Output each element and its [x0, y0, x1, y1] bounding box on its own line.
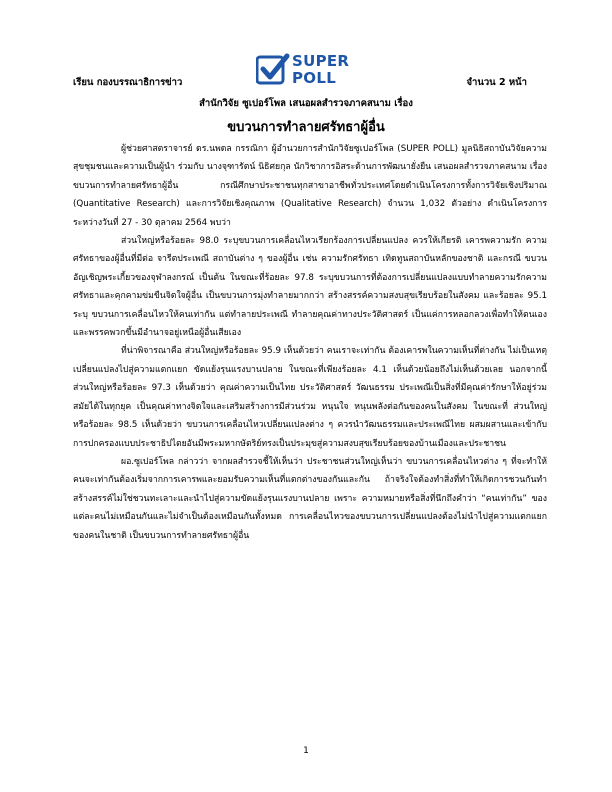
- paragraph: ผอ.ซูเปอร์โพล กล่าวว่า จากผลสำรวจชี้ให้เห็นว่า ประชาชนส่วนใหญ่เห็นว่า ขบวนการเคลื่อนไหวต่าง ๆ ที่จะทำให้คนจะเท่ากันต้องเริ่มจากการเคารพและยอมรับความเห็นที่แตกต่างของกันและกัน ถ้าจริงใจต้องทำสิ่งที่ทำให้เกิดการชวนกันทำสร้างสรรค์ไม่ใช่ชวนทะเลาะและนำไปสู่ความขัดแย้งรุนแรงบานปลาย เพราะ ความหมายหรือสิ่งที่นึกถึงคำว่า “คนเท่ากัน” ของแต่ละคนไม่เหมือนกันและไม่จำเป็นต้องเหมือนกันทั้งหมด การเคลื่อนไหวของขบวนการเปลี่ยนแปลงต้องไม่นำไปสู่ความแตกแยกของคนในชาติ เป็นขบวนการทำลายศรัทธาผู้อื่น: [73, 456, 547, 541]
- document-title: ขบวนการทำลายศรัทธาผู้อื่น: [227, 120, 385, 135]
- recipient-line: เรียน กองบรรณาธิการข่าว: [73, 77, 183, 88]
- checkmark-icon: [256, 53, 290, 85]
- document-subtitle: สำนักวิจัย ซูเปอร์โพล เสนอผลสำรวจภาคสนาม เรื่อง: [199, 98, 413, 109]
- paragraph: ที่น่าพิจารณาคือ ส่วนใหญ่หรือร้อยละ 95.9 เห็นด้วยว่า คนเราจะเท่ากัน ต้องเคารพในความเห็นที่ต่างกัน ไม่เป็นเหตุ เปลี่ยนแปลงไปสู่ความแตกแยก ขัดแย้งรุนแรงบานปลาย ในขณะที่เพียงร้อยละ 4.1 เห็นด้วยน้อยถึงไม่เห็นด้วยเลย นอกจากนี้ ส่วนใหญ่หรือร้อยละ 97.3 เห็นด้วยว่า คุณค่าความเป็นไทย ประวัติศาสตร์ วัฒนธรรม ประเพณีเป็นสิ่งที่มีคุณค่ารักษาให้อยู่ร่วมสมัยได้ในทุกยุค เป็นคุณค่าทางจิตใจและเสริมสร้างการมีส่วนร่วม หนุนใจ หนุนพลังต่อกันของคนในสังคม ในขณะที่ ส่วนใหญ่หรือร้อยละ 98.5 เห็นด้วยว่า ขบวนการเคลื่อนไหวเปลี่ยนแปลงต่าง ๆ ควรนำวัฒนธรรมและประเพณีไทย ผสมผสานและเข้ากับการปกครองแบบประชาธิปไตยอันมีพระมหากษัตริย์ทรงเป็นประมุขสู่ความสงบสุขเรียบร้อยของบ้านเมืองและประชาชน: [73, 346, 547, 449]
- page-count: จำนวน 2 หน้า: [466, 77, 527, 88]
- logo-text-super: SUPER: [292, 52, 350, 70]
- paragraph: ส่วนใหญ่หรือร้อยละ 98.0 ระบุขบวนการเคลื่อนไหวเรียกร้องการเปลี่ยนแปลง ควรให้เกียรติ เคารพความรัก ความศรัทธาของผู้อื่นที่มีต่อ จารีตประเพณี สถาบันต่าง ๆ ของผู้อื่น เช่น ความรักศรัทธา เทิดทูนสถาบันหลักของชาติ และกรณี ขบวนอัญเชิญพระเกี้ยวของจุฬาลงกรณ์ เป็นต้น ในขณะที่ร้อยละ 97.8 ระบุขบวนการที่ต้องการเปลี่ยนแปลงแบบทำลายความรักความศรัทธาและคุกคามข่มขืนจิตใจผู้อื่น เป็นขบวนการมุ่งทำลายมากกว่า สร้างสรรค์ความสงบสุขเรียบร้อยในสังคม และร้อยละ 95.1 ระบุ ขบวนการเคลื่อนไหวให้คนเท่ากัน แต่ทำลายประเพณี ทำลายคุณค่าทางประวัติศาสตร์ เป็นแค่การหลอกลวงเพื่อทำให้ตนเองและพรรคพวกขึ้นมีอำนาจอยู่เหนือผู้อื่นเสียเอง: [73, 236, 547, 339]
- paragraph: ผู้ช่วยศาสตราจารย์ ดร.นพดล กรรณิกา ผู้อำนวยการสำนักวิจัยซูเปอร์โพล (SUPER POLL) มูลนิธิสถาบันวิจัยความสุขชุมชนและความเป็นผู้นำ ร่วมกับ นางจุฑารัตน์ นิธิศยกุล นักวิชาการอิสระด้านการพัฒนายั่งยืน เสนอผลสำรวจภาคสนาม เรื่อง ขบวนการทำลายศรัทธาผู้อื่น กรณีศึกษาประชาชนทุกสาขาอาชีพทั่วประเทศโดยดำเนินโครงการทั้งการวิจัยเชิงปริมาณ (Quantitative Research) และการวิจัยเชิงคุณภาพ (Qualitative Research) จำนวน 1,032 ตัวอย่าง ดำเนินโครงการระหว่างวันที่ 27 - 30 ตุลาคม 2564 พบว่า: [73, 144, 547, 228]
- document-body: [73, 140, 547, 545]
- super-poll-logo: [256, 50, 354, 90]
- logo-text-poll: POLL: [292, 69, 337, 87]
- page-number: 1: [303, 746, 309, 756]
